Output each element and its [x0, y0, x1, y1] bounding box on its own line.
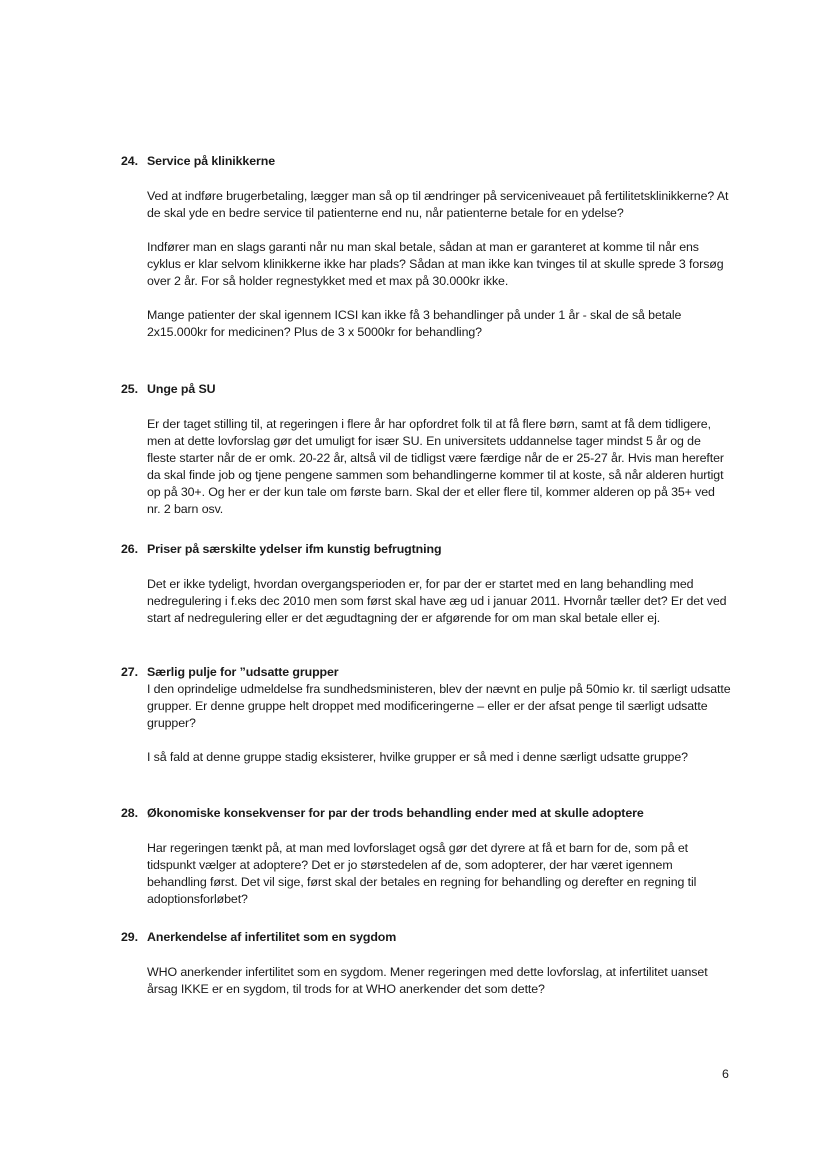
- page-number: 6: [722, 1067, 729, 1081]
- section-heading: [121, 664, 731, 681]
- section-title: Service på klinikkerne: [147, 154, 275, 168]
- section-title: Særlig pulje for ”udsatte grupper: [147, 665, 339, 679]
- section-title: Økonomiske konsekvenser for par der trods behandling ender med at skulle adoptere: [147, 806, 644, 820]
- section-heading: [121, 805, 731, 822]
- section-24: [121, 153, 731, 341]
- paragraph: Det er ikke tydeligt, hvordan overgangsperioden er, for par der er startet med en lang behandling med nedregulering i f.eks dec 2010 men som først skal have æg ud i januar 2011. Hvornår tæller det? Er det ved start af nedregulering eller er det ægudtagning der er afgørende for om man skal betale eller ej.: [147, 577, 727, 625]
- section-25: [121, 381, 731, 518]
- paragraph: I den oprindelige udmeldelse fra sundhedsministeren, blev der nævnt en pulje på 50mio kr. til særligt udsatte grupper. Er denne gruppe helt droppet med modificeringerne – eller er der afsat penge til særligt udsatte grupper?: [147, 682, 731, 730]
- paragraph: WHO anerkender infertilitet som en sygdom. Mener regeringen med dette lovforslag, at infertilitet uanset årsag IKKE er en sygdom, til trods for at WHO anerkender det som dette?: [147, 965, 708, 996]
- section-title: Unge på SU: [147, 382, 216, 396]
- section-number: 25.: [121, 382, 138, 396]
- section-heading: [121, 541, 731, 558]
- section-heading: [121, 929, 731, 946]
- section-28: [121, 805, 731, 908]
- section-title: Anerkendelse af infertilitet som en sygdom: [147, 930, 397, 944]
- paragraph: Indfører man en slags garanti når nu man skal betale, sådan at man er garanteret at komme til når ens cyklus er klar selvom klinikkerne ikke har plads? Sådan at man ikke kan tvinges til at skulle sprede 3 forsøg over 2 år. For så holder regnestykket med et max på 30.000kr ikke.: [147, 240, 724, 288]
- section-number: 28.: [121, 806, 138, 820]
- paragraph: Ved at indføre brugerbetaling, lægger man så op til ændringer på serviceniveauet på fertilitetsklinikkerne? At de skal yde en bedre service til patienterne end nu, når patienterne betale for en ydelse?: [147, 189, 729, 220]
- section-27: [121, 664, 731, 766]
- section-heading: [121, 153, 731, 170]
- section-number: 24.: [121, 154, 138, 168]
- section-number: 27.: [121, 665, 138, 679]
- section-number: 26.: [121, 542, 138, 556]
- section-number: 29.: [121, 930, 138, 944]
- paragraph: Har regeringen tænkt på, at man med lovforslaget også gør det dyrere at få et barn for de, som på et tidspunkt vælger at adoptere? Det er jo størstedelen af de, som adopterer, der har været igennem behandling først. Det vil sige, først skal der betales en regning for behandling og derefter en regning til adoptionsforløbet?: [147, 841, 697, 906]
- section-title: Priser på særskilte ydelser ifm kunstig befrugtning: [147, 542, 442, 556]
- paragraph: I så fald at denne gruppe stadig eksisterer, hvilke grupper er så med i denne særligt udsatte gruppe?: [147, 750, 688, 764]
- section-heading: [121, 381, 731, 398]
- section-26: [121, 541, 731, 627]
- paragraph: Er der taget stilling til, at regeringen i flere år har opfordret folk til at få flere børn, samt at få dem tidligere, men at dette lovforslag gør det umuligt for især SU. En universitets uddannelse tager mindst 5 år og de fleste starter når de er omk. 20-22 år, altså vil de tidligst være færdige når de er 25-27 år. Hvis man herefter da skal finde job og tjene pengene sammen som behandlingerne kommer til at koste, så når alderen hurtigt op på 30+. Og her er der kun tale om første barn. Skal der et eller flere til, kommer alderen op på 35+ ved nr. 2 barn osv.: [147, 417, 724, 516]
- paragraph: Mange patienter der skal igennem ICSI kan ikke få 3 behandlinger på under 1 år - skal de så betale 2x15.000kr for medicinen? Plus de 3 x 5000kr for behandling?: [147, 308, 682, 339]
- section-29: [121, 929, 731, 998]
